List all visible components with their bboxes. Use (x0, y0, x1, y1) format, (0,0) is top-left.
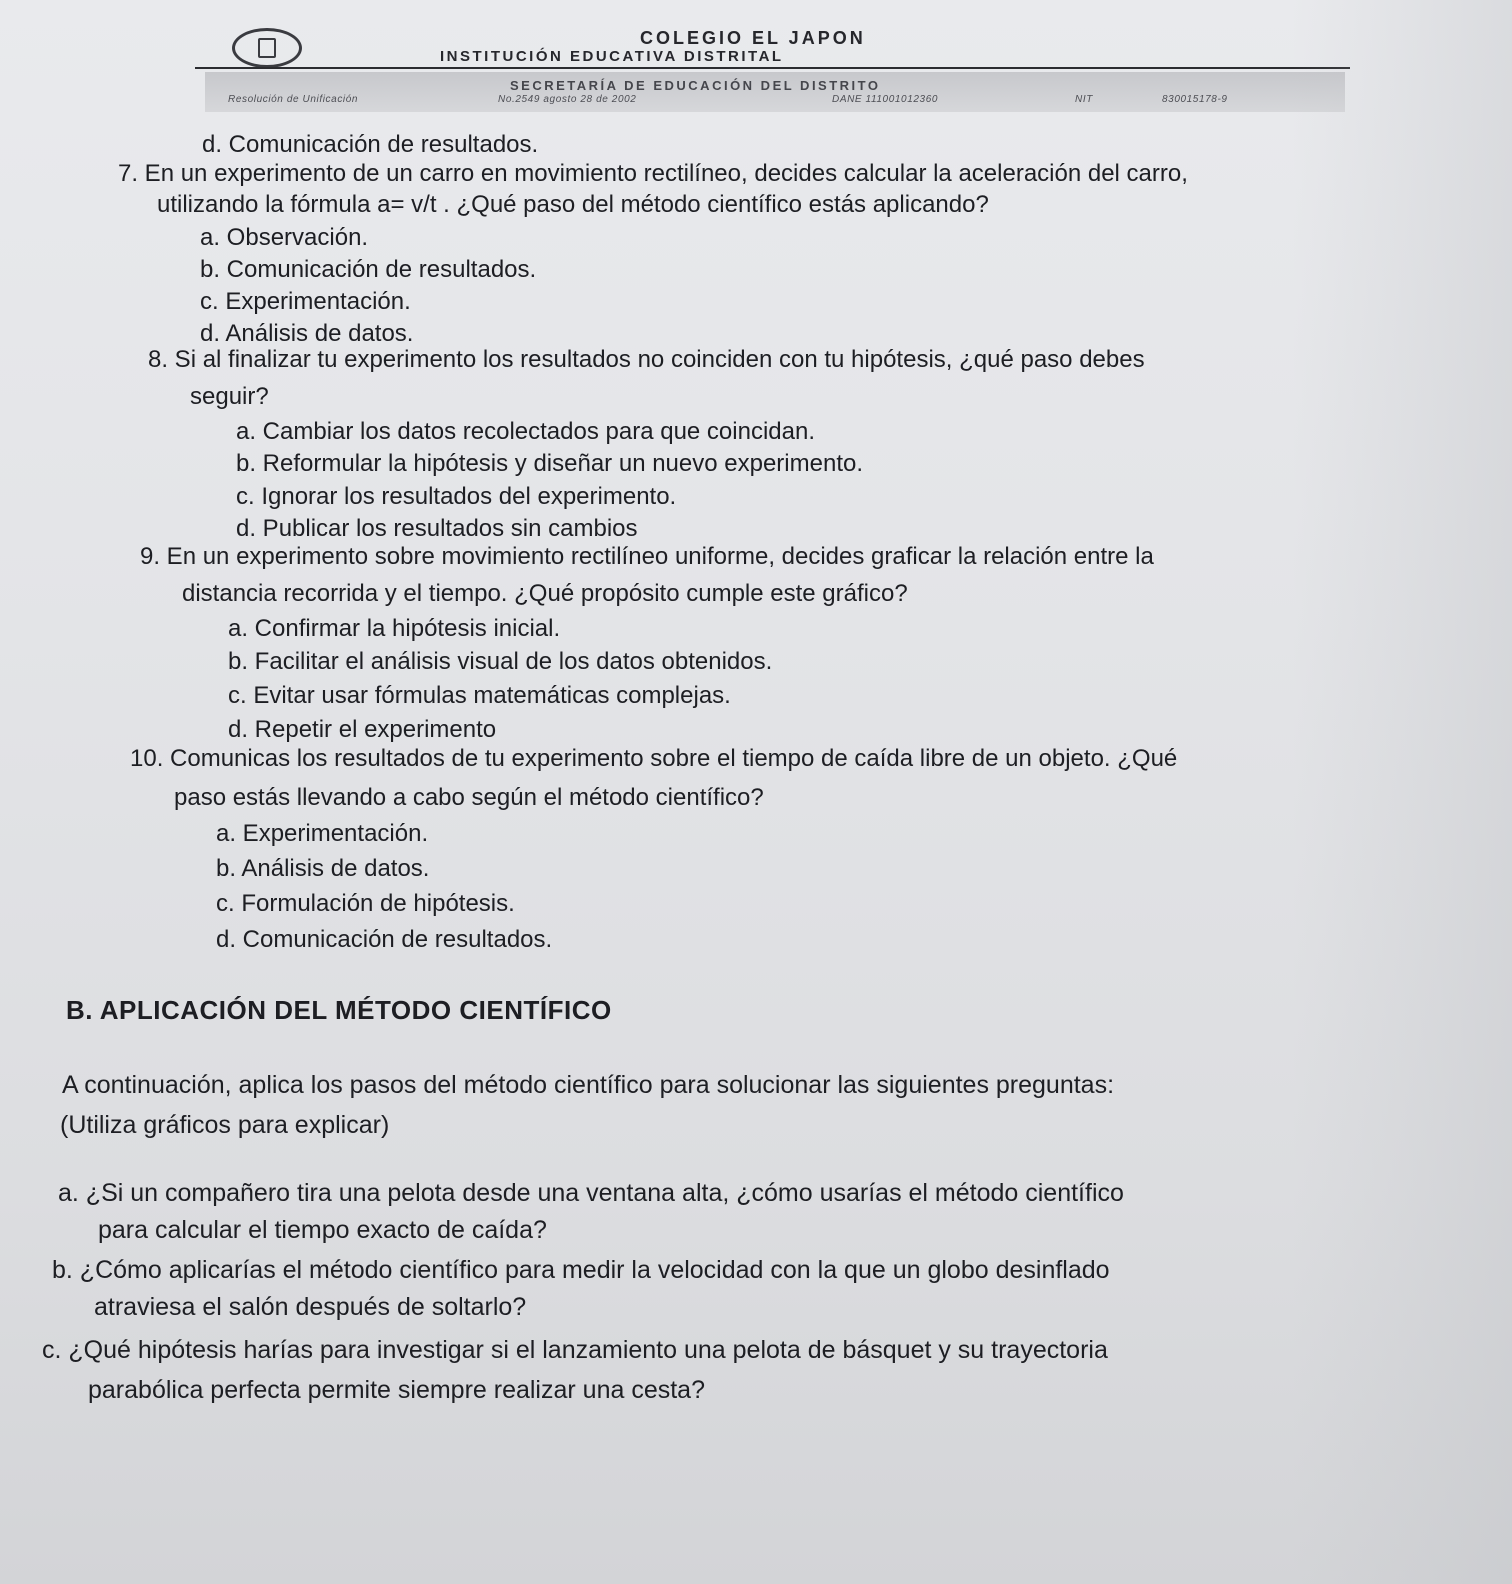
question-8-option-c: c. Ignorar los resultados del experimento. (236, 483, 677, 510)
institution-name: INSTITUCIÓN EDUCATIVA DISTRITAL (440, 48, 784, 65)
question-8-option-d: d. Publicar los resultados sin cambios (236, 515, 638, 542)
section-b-item-b-line-2: atraviesa el salón después de soltarlo? (94, 1293, 527, 1321)
question-7-option-a: a. Observación. (200, 224, 369, 251)
section-b-intro-line-1: A continuación, aplica los pasos del método científico para solucionar las siguientes preguntas: (62, 1071, 1115, 1099)
section-b-item-c-line-2: parabólica perfecta permite siempre realizar una cesta? (88, 1376, 705, 1404)
question-9-line-2: distancia recorrida y el tiempo. ¿Qué propósito cumple este gráfico? (182, 580, 908, 607)
question-9-option-c: c. Evitar usar fórmulas matemáticas complejas. (228, 682, 731, 709)
question-7-option-b: b. Comunicación de resultados. (200, 256, 537, 283)
nit-label: NIT (1075, 94, 1093, 105)
question-9-option-d: d. Repetir el experimento (228, 716, 497, 743)
question-10-option-b: b. Análisis de datos. (216, 855, 430, 882)
question-9-option-b: b. Facilitar el análisis visual de los datos obtenidos. (228, 648, 773, 675)
question-7-option-d: d. Análisis de datos. (200, 320, 414, 347)
header-divider (195, 67, 1350, 69)
question-8-line-1: 8. Si al finalizar tu experimento los resultados no coinciden con tu hipótesis, ¿qué paso debes (148, 346, 1145, 373)
question-10-option-d: d. Comunicación de resultados. (216, 926, 553, 953)
question-8-line-2: seguir? (190, 383, 269, 410)
previous-option: d. Comunicación de resultados. (202, 131, 539, 158)
secretaria-text: SECRETARÍA DE EDUCACIÓN DEL DISTRITO (510, 78, 881, 93)
question-9-option-a: a. Confirmar la hipótesis inicial. (228, 615, 561, 642)
question-7-line-1: 7. En un experimento de un carro en movimiento rectilíneo, decides calcular la aceleración del carro, (118, 160, 1188, 187)
question-10-line-2: paso estás llevando a cabo según el método científico? (174, 784, 764, 811)
school-name: COLEGIO EL JAPON (640, 28, 866, 48)
section-b-item-a-line-1: a. ¿Si un compañero tira una pelota desde una ventana alta, ¿cómo usarías el método científico (58, 1179, 1124, 1207)
page-shadow (1292, 0, 1512, 1584)
question-8-option-a: a. Cambiar los datos recolectados para que coincidan. (236, 418, 815, 445)
section-b-item-b-line-1: b. ¿Cómo aplicarías el método científico para medir la velocidad con la que un globo desinflado (52, 1256, 1110, 1284)
question-9-line-1: 9. En un experimento sobre movimiento rectilíneo uniforme, decides graficar la relación entre la (140, 543, 1154, 570)
dane-code: DANE 111001012360 (832, 94, 939, 105)
resolucion-label: Resolución de Unificación (228, 94, 359, 105)
nit-value: 830015178-9 (1162, 94, 1228, 105)
section-b-title: B. APLICACIÓN DEL MÉTODO CIENTÍFICO (66, 995, 612, 1025)
question-10-option-a: a. Experimentación. (216, 820, 429, 847)
question-7-option-c: c. Experimentación. (200, 288, 411, 315)
question-10-option-c: c. Formulación de hipótesis. (216, 890, 515, 917)
section-b-item-c-line-1: c. ¿Qué hipótesis harías para investigar si el lanzamiento una pelota de básquet y su trayectoria (42, 1336, 1108, 1364)
question-7-line-2: utilizando la fórmula a= v/t . ¿Qué paso del método científico estás aplicando? (157, 191, 989, 218)
section-b-item-a-line-2: para calcular el tiempo exacto de caída? (98, 1216, 547, 1244)
question-10-line-1: 10. Comunicas los resultados de tu experimento sobre el tiempo de caída libre de un objeto. ¿Qué (130, 745, 1178, 772)
school-logo-icon (232, 28, 302, 68)
resolucion-number: No.2549 agosto 28 de 2002 (498, 94, 637, 105)
section-b-intro-line-2: (Utiliza gráficos para explicar) (60, 1111, 390, 1139)
question-8-option-b: b. Reformular la hipótesis y diseñar un nuevo experimento. (236, 450, 863, 477)
